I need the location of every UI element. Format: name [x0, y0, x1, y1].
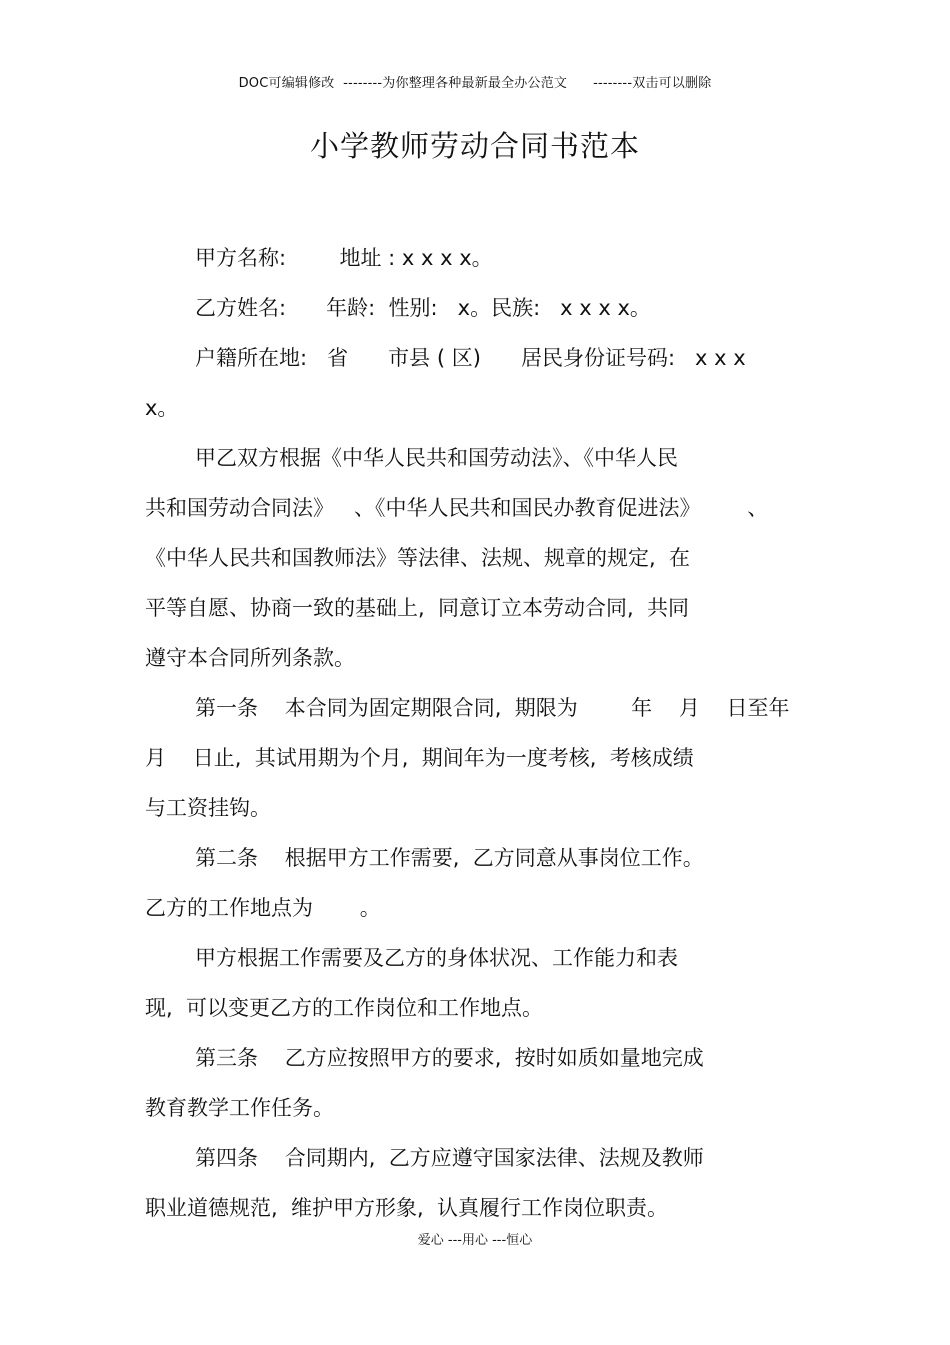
- article-4-line: 第四条 合同期内, 乙方应遵守国家法律、法规及教师: [195, 1146, 704, 1170]
- article-2-line: 第二条 根据甲方工作需要, 乙方同意从事岗位工作。: [195, 846, 704, 870]
- footer-note: 爱心 ---用心 ---恒心: [417, 1233, 533, 1248]
- preamble-line: 遵守本合同所列条款。: [145, 646, 355, 670]
- article-2-line: 现, 可以变更乙方的工作岗位和工作地点。: [145, 996, 544, 1020]
- document-title: 小学教师劳动合同书范本: [309, 129, 640, 163]
- preamble-line: 《中华人民共和国教师法》等法律、法规、规章的规定, 在: [145, 546, 691, 570]
- article-3-line: 教育教学工作任务。: [145, 1096, 334, 1120]
- residence-line: 户籍所在地: 省 市县 ( 区) 居民身份证号码: x x x: [195, 346, 746, 370]
- article-2-line: 甲方根据工作需要及乙方的身体状况、工作能力和表: [195, 946, 678, 970]
- party-a-line: 甲方名称: 地址 : x x x x。: [195, 246, 493, 270]
- article-1-line: 与工资挂钩。: [145, 796, 271, 820]
- header-note: DOC可编辑修改 --------为你整理各种最新最全办公范文 --------双击可以删除: [238, 76, 712, 91]
- residence-line-cont: x。: [145, 396, 179, 420]
- article-3-line: 第三条 乙方应按照甲方的要求, 按时如质如量地完成: [195, 1046, 704, 1070]
- preamble-line: 甲乙双方根据《中华人民共和国劳动法》、《中华人民: [195, 446, 678, 470]
- article-4-line: 职业道德规范, 维护甲方形象, 认真履行工作岗位职责。: [145, 1196, 669, 1220]
- party-b-line: 乙方姓名: 年龄: 性别: x。民族: x x x x。: [195, 296, 651, 320]
- article-1-line: 第一条 本合同为固定期限合同, 期限为 年 月 日至年: [195, 696, 790, 720]
- article-2-line: 乙方的工作地点为 。: [145, 896, 381, 920]
- preamble-line: 平等自愿、协商一致的基础上, 同意订立本劳动合同, 共同: [145, 596, 690, 620]
- article-1-line: 月 日止, 其试用期为个月, 期间年为一度考核, 考核成绩: [145, 746, 694, 770]
- preamble-line: 共和国劳动合同法》 、《中华人民共和国民办教育促进法》 、: [145, 496, 769, 520]
